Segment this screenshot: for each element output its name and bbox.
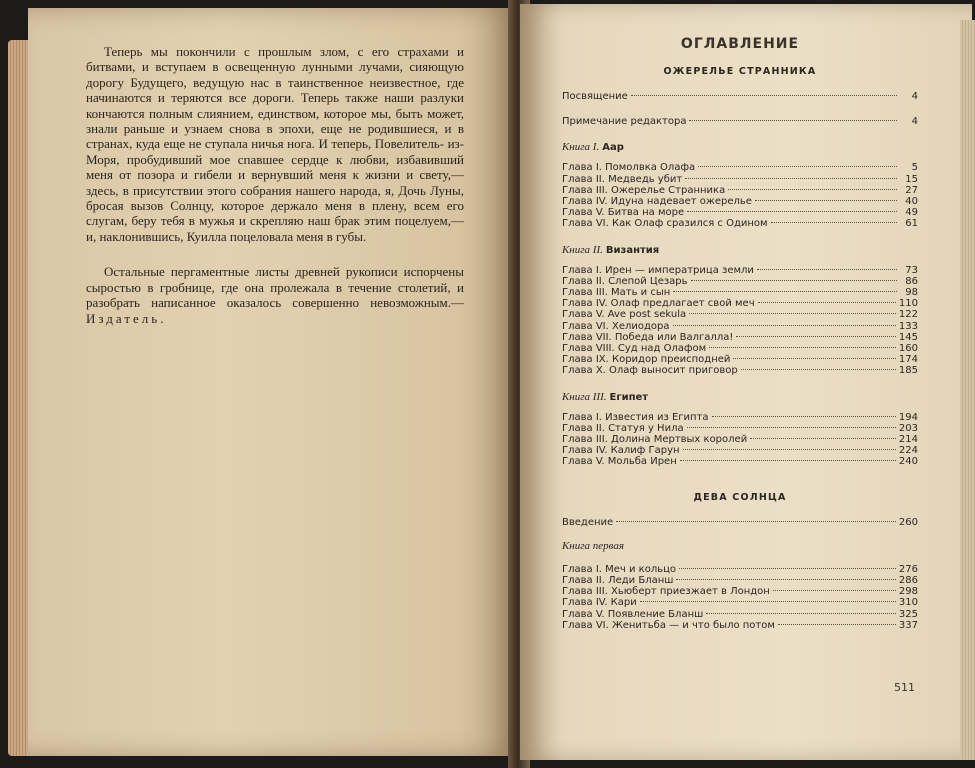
toc-entry: Глава II. Слепой Цезарь 86 bbox=[562, 275, 918, 287]
left-page-text bbox=[86, 44, 464, 326]
toc-entry: Глава II. Медведь убит 15 bbox=[562, 173, 918, 185]
toc-title: ОГЛАВЛЕНИЕ bbox=[680, 36, 800, 52]
toc-entry: Посвящение 4 bbox=[562, 91, 918, 102]
text-line: Остальные пергаментные листы древней рукописи bbox=[104, 264, 398, 280]
toc-entry: Глава VII. Победа или Валгалла! 145 bbox=[562, 331, 918, 343]
publisher-signature: Издатель. bbox=[86, 310, 167, 326]
table-of-contents bbox=[562, 36, 918, 631]
text-line: и битвами, и вступаем в освещенную лунными лучами, bbox=[86, 44, 465, 75]
toc-entry: Глава X. Олаф выносит приговор 185 bbox=[562, 365, 918, 377]
toc-entry: Глава IV. Кари 310 bbox=[562, 597, 918, 609]
toc-entry: Глава IV. Идуна надевает ожерелье 40 bbox=[562, 196, 918, 208]
text-line: Теперь мы покончили с прошлым злом, с его страхами bbox=[104, 44, 449, 59]
book-heading: Книга первая bbox=[562, 539, 624, 552]
toc-entry: Глава I. Меч и кольцо 276 bbox=[562, 563, 918, 575]
text-line: нашего народа, я, Дочь Луны, бросая вызов Солнцу, bbox=[86, 182, 464, 214]
toc-entry: Примечание редактора 4 bbox=[562, 116, 918, 128]
text-line: которое держало меня в плену, всем его слугам, беру bbox=[86, 198, 464, 229]
toc-entry: Глава IV. Олаф предлагает свой меч 110 bbox=[562, 298, 918, 310]
book-heading: Книга III. Египет bbox=[562, 390, 649, 403]
toc-entry: Глава III. Хьюберт приезжает в Лондон 298 bbox=[562, 586, 918, 598]
text-line: тебя в мужья и скрепляю наш брак этим поцелуем,— и, bbox=[86, 213, 465, 244]
text-line: наклонившись, Куилла поцеловала меня в губы. bbox=[99, 228, 367, 244]
text-line: куда еще не ступала ничья нога. И теперь, Повелитель- bbox=[135, 136, 445, 152]
text-line: единством, которое мы, быть может, знали раньше и bbox=[86, 105, 465, 137]
toc-entry: Глава VIII. Суд над Олафом 160 bbox=[562, 343, 918, 355]
toc-entry: Глава II. Статуя у Нила 203 bbox=[562, 422, 918, 434]
book-heading: Книга II. Византия bbox=[562, 243, 660, 256]
part-title: ОЖЕРЕЛЬЕ СТРАННИКА bbox=[663, 66, 817, 77]
toc-entry: Глава III. Долина Мертвых королей 214 bbox=[562, 434, 918, 446]
chapter-list bbox=[562, 162, 918, 229]
chapter-list bbox=[562, 265, 918, 377]
text-line: совершенно невозможным.— bbox=[292, 295, 464, 311]
text-line: течение столетий, и разобрать написанное оказалось bbox=[86, 279, 465, 311]
toc-entry: Глава VI. Как Олаф сразился с Одином 61 bbox=[562, 218, 918, 230]
book-heading: Книга I. Аар bbox=[562, 141, 624, 154]
toc-entry: Глава I. Ирен — императрица земли 73 bbox=[562, 264, 918, 276]
text-line: испорчены сыростью в гробнице, где она пролежала в bbox=[86, 264, 464, 295]
toc-entry: Введение 260 bbox=[562, 516, 918, 528]
toc-entry: Глава V. Битва на море 49 bbox=[562, 207, 918, 219]
page-number: 511 bbox=[894, 681, 915, 694]
chapter-list bbox=[562, 564, 918, 631]
text-line: к жизни и свету,— здесь, в присутствии этого собрания bbox=[86, 167, 465, 198]
toc-entry: Глава VI. Хелиодора 133 bbox=[562, 320, 918, 332]
toc-entry: Глава III. Ожерелье Странника 27 bbox=[562, 184, 918, 196]
text-line: из-Моря, пробудивший мое спавшее сердце к любви, bbox=[86, 136, 465, 167]
toc-entry: Глава V. Мольба Ирен 240 bbox=[562, 456, 918, 468]
chapter-list bbox=[562, 412, 918, 468]
text-line: избавивший меня от позора и гибели и вернувший меня bbox=[86, 151, 464, 183]
toc-entry: Глава I. Помолвка Олафа 5 bbox=[562, 162, 918, 174]
toc-entry: Глава I. Известия из Египта 194 bbox=[562, 411, 918, 423]
toc-entry: Глава VI. Женитьба — и что было потом 337 bbox=[562, 619, 918, 631]
toc-entry: Глава V. Ave post sekula 122 bbox=[562, 309, 918, 321]
text-line: неизвестное, где начинаются и теряются все дороги. bbox=[86, 74, 464, 106]
text-line: узнаем снова в эпохи, еще не родившиеся, и в странах, bbox=[86, 121, 464, 152]
text-line: Теперь также наши разлуки кончаются полным слиянием, bbox=[86, 90, 464, 121]
closing-paragraph bbox=[86, 44, 464, 244]
toc-entry: Глава III. Мать и сын 98 bbox=[562, 287, 918, 299]
toc-entry: Глава V. Появление Бланш 325 bbox=[562, 608, 918, 620]
toc-entry: Глава IV. Калиф Гарун 224 bbox=[562, 445, 918, 457]
publisher-note bbox=[86, 264, 464, 326]
page-edges-right bbox=[960, 20, 975, 760]
part-title: ДЕВА СОЛНЦА bbox=[693, 491, 787, 503]
toc-entry: Глава II. Леди Бланш 286 bbox=[562, 575, 918, 587]
toc-entry: Глава IX. Коридор преисподней 174 bbox=[562, 354, 918, 366]
text-line: сияющую дорогу Будущего, ведущую нас в таинственное bbox=[86, 59, 464, 90]
